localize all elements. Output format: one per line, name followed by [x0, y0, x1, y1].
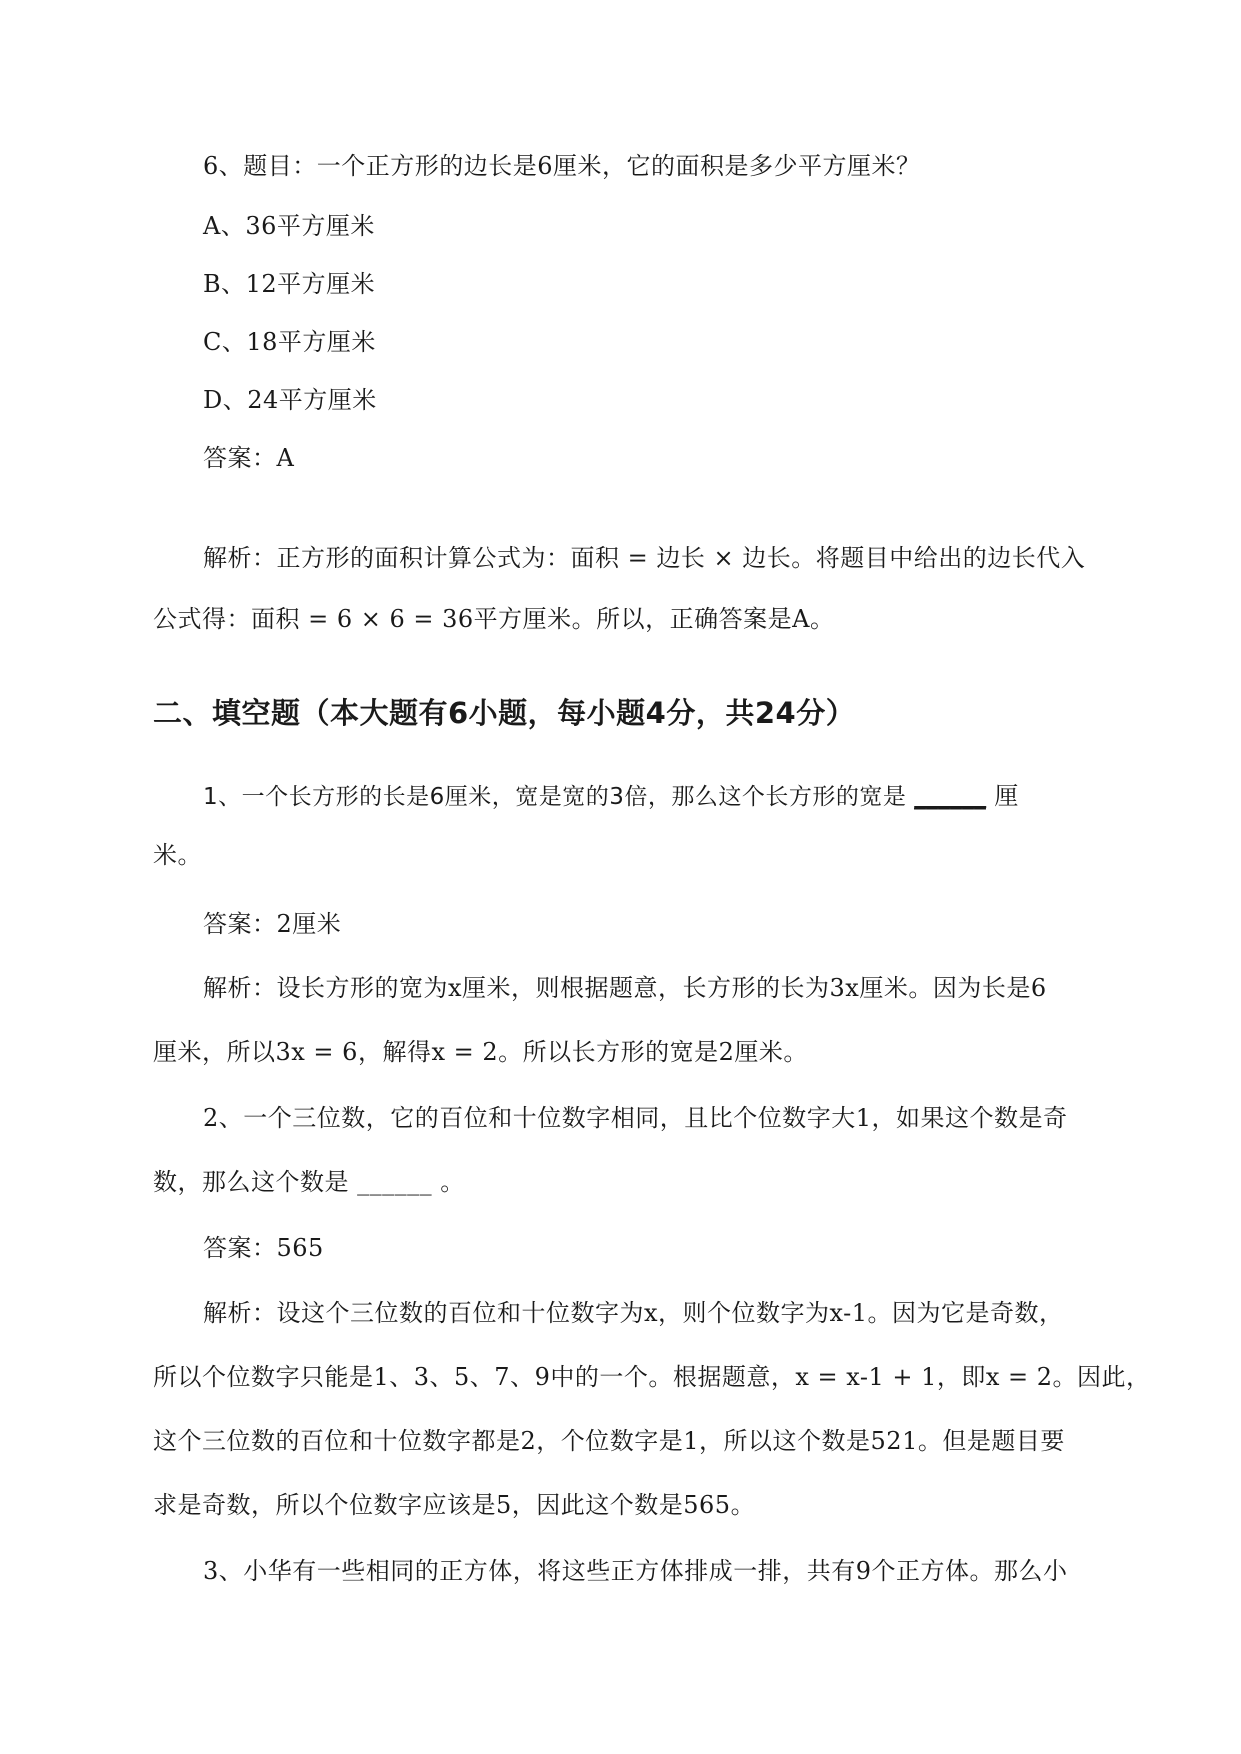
section-2-heading: 二、填空题（本大题有6小题，每小题4分，共24分） [153, 696, 856, 730]
fill-q1-stem-suffix: 厘 [986, 782, 1019, 810]
fill-q1-stem-line-1 [203, 779, 1019, 814]
fill-q2-stem-line-2: 数，那么这个数是 ______ 。 [153, 1168, 465, 1196]
fill-q1-stem-prefix: 1、一个长方形的长是6厘米，宽是宽的3倍，那么这个长方形的宽是 [203, 784, 915, 810]
question-6-analysis-line-1: 解析：正方形的面积计算公式为：面积 = 边长 × 边长。将题目中给出的边长代入 [203, 544, 1086, 572]
fill-q1-blank: ______ [914, 784, 987, 810]
fill-q1-stem-line-2: 米。 [153, 841, 202, 869]
fill-q2-analysis-line-1: 解析：设这个三位数的百位和十位数字为x，则个位数字为x-1。因为它是奇数， [203, 1299, 1064, 1327]
question-6-stem: 6、题目：一个正方形的边长是6厘米，它的面积是多少平方厘米？ [203, 152, 921, 180]
option-b: B、12平方厘米 [203, 270, 376, 298]
fill-q2-analysis-line-2: 所以个位数字只能是1、3、5、7、9中的一个。根据题意，x = x-1 + 1，即x = 2。因此， [153, 1363, 1151, 1391]
fill-q2-stem-line-1: 2、一个三位数，它的百位和十位数字相同，且比个位数字大1，如果这个数是奇 [203, 1104, 1068, 1132]
question-6-analysis-line-2: 公式得：面积 = 6 × 6 = 36平方厘米。所以，正确答案是A。 [153, 605, 835, 633]
fill-q1-analysis-line-2: 厘米，所以3x = 6，解得x = 2。所以长方形的宽是2厘米。 [153, 1038, 808, 1066]
option-d: D、24平方厘米 [203, 386, 377, 414]
option-c: C、18平方厘米 [203, 328, 376, 356]
fill-q2-answer: 答案：565 [203, 1234, 324, 1262]
fill-q1-analysis-line-1: 解析：设长方形的宽为x厘米，则根据题意，长方形的长为3x厘米。因为长是6 [203, 974, 1047, 1002]
option-a: A、36平方厘米 [203, 212, 375, 240]
fill-q2-analysis-line-4: 求是奇数，所以个位数字应该是5，因此这个数是565。 [153, 1491, 756, 1519]
fill-q3-stem-line-1: 3、小华有一些相同的正方体，将这些正方体排成一排，共有9个正方体。那么小 [203, 1557, 1068, 1585]
fill-q2-analysis-line-3: 这个三位数的百位和十位数字都是2，个位数字是1，所以这个数是521。但是题目要 [153, 1427, 1065, 1455]
fill-q1-answer: 答案：2厘米 [203, 910, 342, 938]
question-6-answer: 答案：A [203, 444, 295, 472]
